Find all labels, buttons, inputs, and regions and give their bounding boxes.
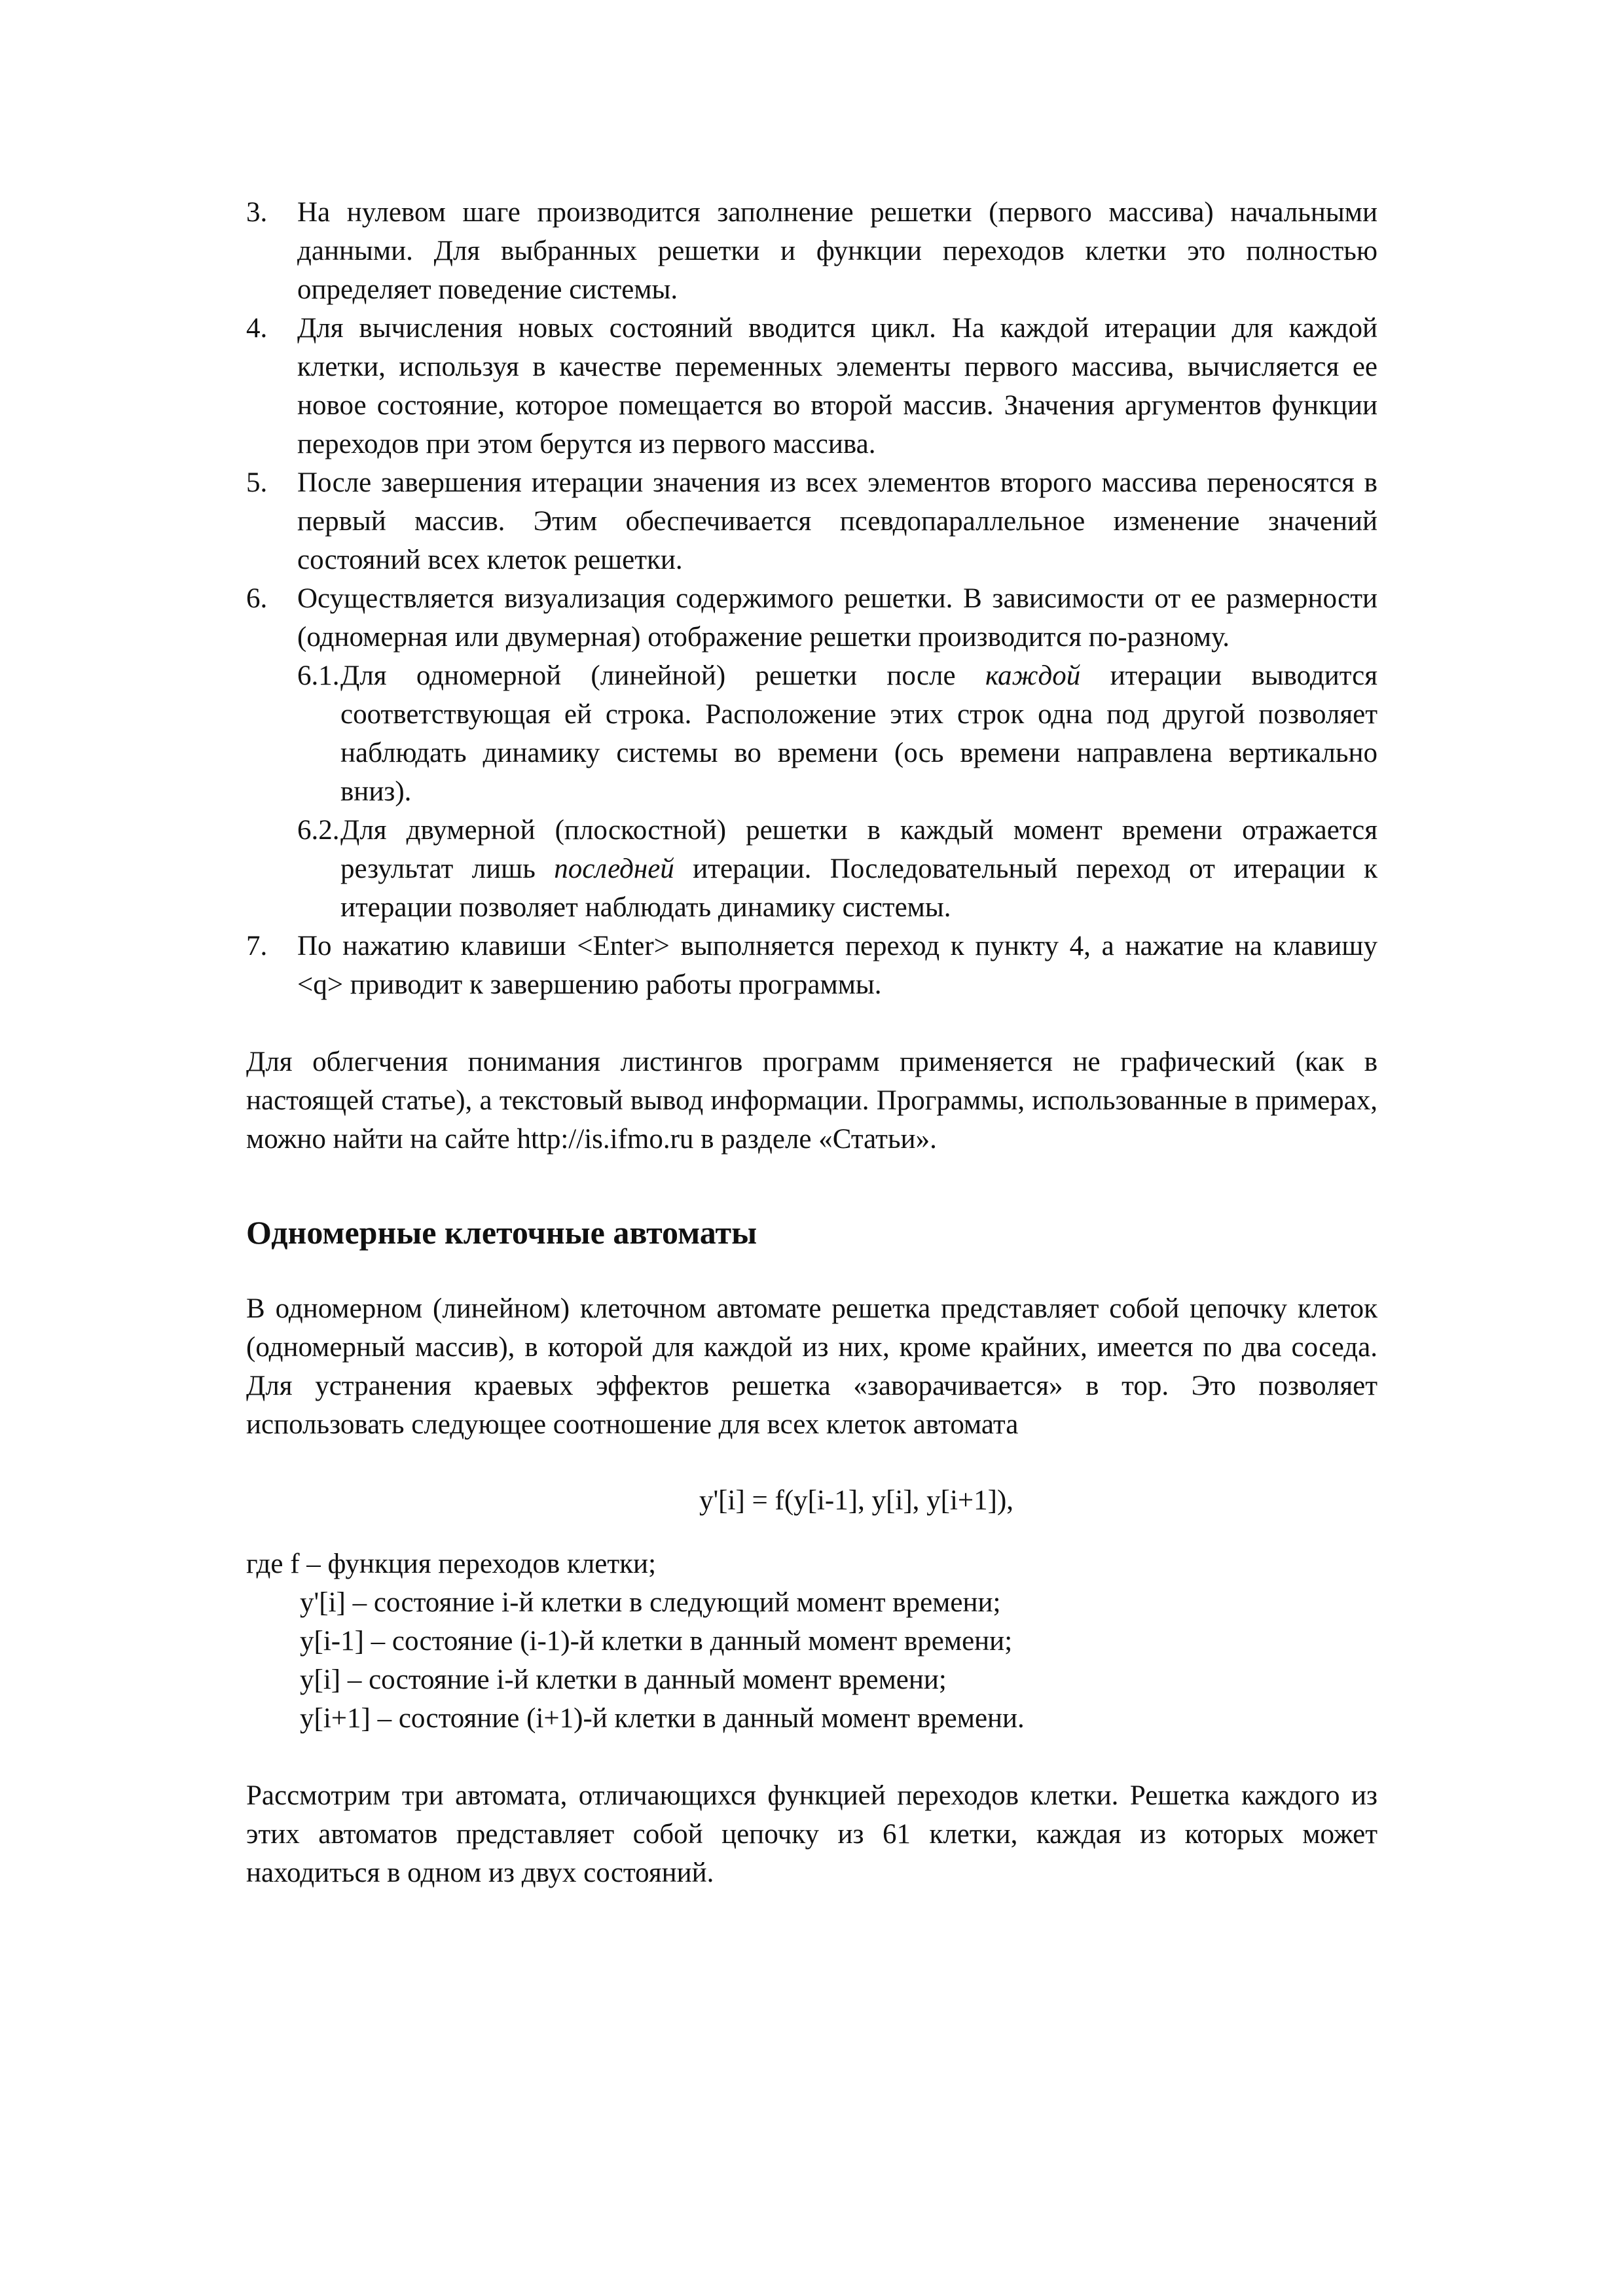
sub-list-item-number: 6.2. [297, 815, 340, 846]
list-item [246, 309, 1377, 463]
emphasis-text: каждой [985, 660, 1081, 691]
sub-list-item-text: Для двумерной (плоскостной) решетки в каждый момент времени отражается результат лишь [340, 815, 1377, 884]
list-item-number: 3. [246, 197, 268, 228]
list-item-number: 5. [246, 467, 268, 498]
list-item-text: На нулевом шаге производится заполнение решетки (первого массива) начальными данными. Для выбранных решетки и функции переходов клетки это полностью определяет поведение системы. [297, 197, 1377, 305]
sub-list-item [246, 811, 1377, 927]
emphasis-text: последней [554, 853, 674, 884]
definition-line: y[i-1] – состояние (i-1)-й клетки в данный момент времени; [300, 1626, 1013, 1657]
list-item-number: 7. [246, 931, 268, 961]
list-item [246, 927, 1377, 1004]
paragraph-listings: Для облегчения понимания листингов программ применяется не графический (как в настоящей статье), а текстовый вывод информации. Программы, использованные в примерах, можно найти на сайте http://is.ifmo.ru в разделе «Статьи». [246, 1047, 1377, 1155]
list-item [246, 193, 1377, 309]
list-item-number: 6. [246, 583, 268, 614]
list-item-number: 4. [246, 313, 268, 344]
document-page [246, 193, 1377, 1892]
definition-line: где f – функция переходов клетки; [246, 1549, 657, 1579]
sub-list-item-text: итерации выводится соответствующая ей строка. Расположение этих строк одна под другой позволяет наблюдать динамику системы во времени (ось времени направлена вертикально вниз). [340, 660, 1377, 807]
sub-list-item-text: итерации. Последовательный переход от итерации к итерации позволяет наблюдать динамику системы. [340, 853, 1377, 923]
section-heading: Одномерные клеточные автоматы [246, 1214, 757, 1251]
list-item-text: После завершения итерации значения из всех элементов второго массива переносятся в первый массив. Этим обеспечивается псевдопараллельное изменение значений состояний всех клеток решетки. [297, 467, 1377, 575]
list-item [246, 463, 1377, 579]
definition-line: y'[i] – состояние i-й клетки в следующий момент времени; [300, 1587, 1001, 1618]
definition-line: y[i+1] – состояние (i+1)-й клетки в данный момент времени. [300, 1703, 1025, 1734]
list-item-text: Осуществляется визуализация содержимого решетки. В зависимости от ее размерности (одномерная или двумерная) отображение решетки производится по-разному. [297, 583, 1377, 653]
sub-list-item [246, 656, 1377, 811]
numbered-list [246, 193, 1377, 1004]
definition-line: y[i] – состояние i-й клетки в данный момент времени; [300, 1664, 947, 1695]
paragraph-conclusion: Рассмотрим три автомата, отличающихся функцией переходов клетки. Решетка каждого из этих автоматов представляет собой цепочку из 61 клетки, каждая из которых может находиться в одном из двух состояний. [246, 1780, 1377, 1888]
formula: y'[i] = f(y[i-1], y[i], y[i+1]), [699, 1485, 1014, 1516]
sub-list-item-text: Для одномерной (линейной) решетки после [340, 660, 985, 691]
definitions-list [246, 1545, 1377, 1738]
sub-list-item-number: 6.1. [297, 660, 340, 691]
list-item-text: По нажатию клавиши <Enter> выполняется переход к пункту 4, а нажатие на клавишу <q> приводит к завершению работы программы. [297, 931, 1377, 1000]
list-item-text: Для вычисления новых состояний вводится цикл. На каждой итерации для каждой клетки, используя в качестве переменных элементы первого массива, вычисляется ее новое состояние, которое помещается во второй массив. Значения аргументов функции переходов при этом берутся из первого массива. [297, 313, 1377, 459]
paragraph-intro: В одномерном (линейном) клеточном автомате решетка представляет собой цепочку клеток (одномерный массив), в которой для каждой из них, кроме крайних, имеется по два соседа. Для устранения краевых эффектов решетка «заворачивается» в тор. Это позволяет использовать следующее соотношение для всех клеток автомата [246, 1293, 1377, 1440]
list-item [246, 579, 1377, 656]
